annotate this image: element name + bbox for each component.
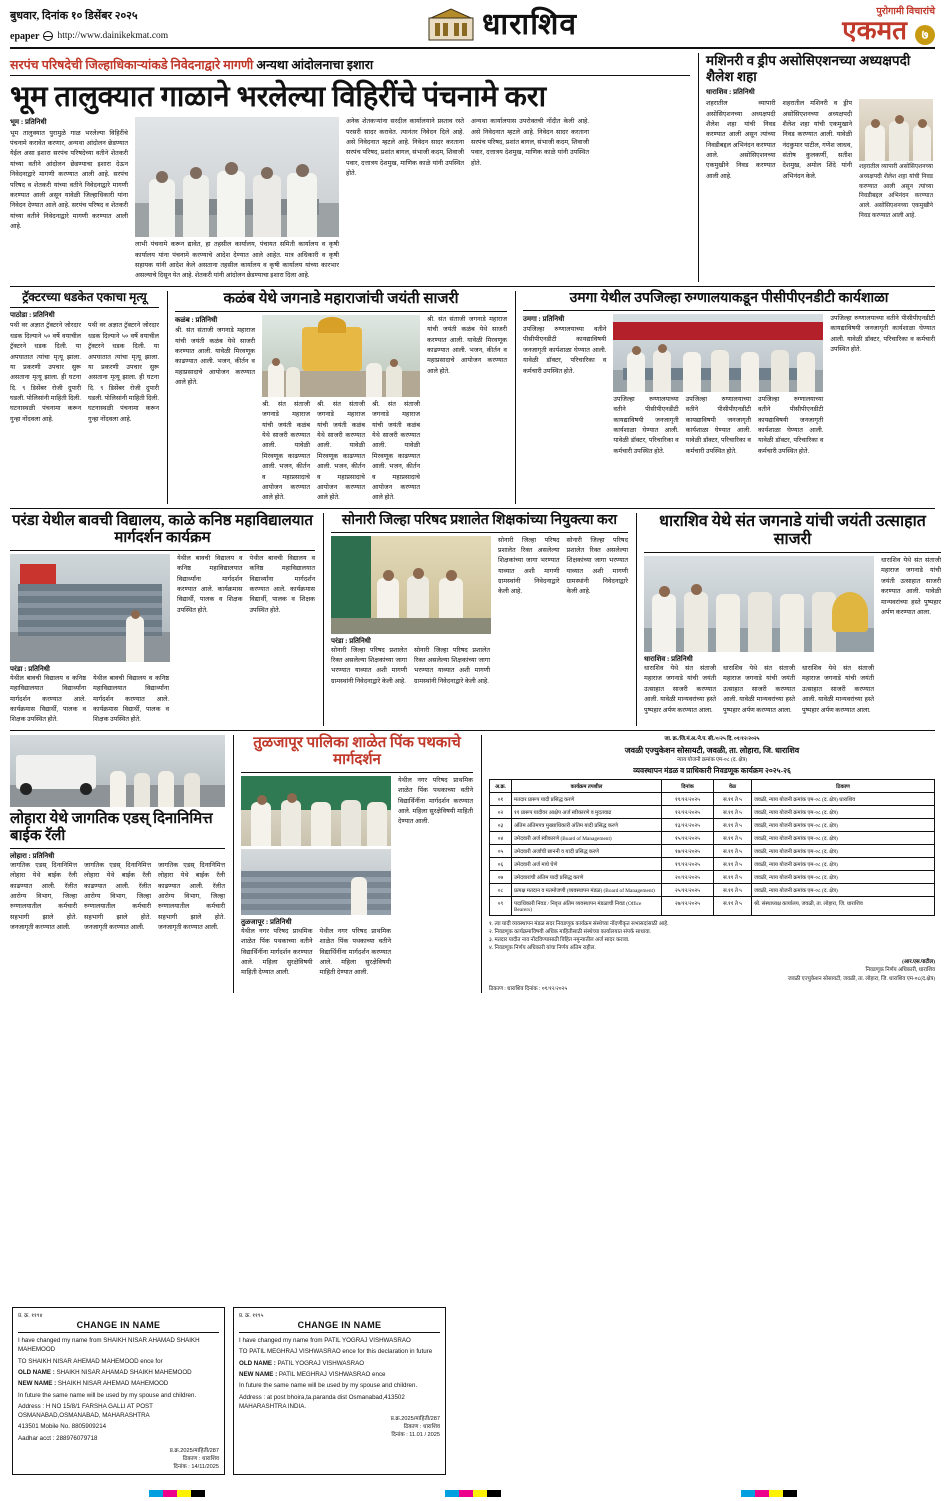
lead-col-4-text: अन्यथा कार्यालयास उपरोक्तची नोंदीत केली आहे. असे निवेदनात म्हटले आहे. निवेदन सादर करताना सरपंच परिषद, प्रशांत बागल, संभाजी कदम, शिवाजी पवार, दत्तात्रय देशमुख, माणिक काळे यांनी उपस्थित होते.: [471, 118, 589, 167]
story-kalamb-text-4: श्री. संत संताजी जगनाडे महाराज यांची जयंती कळंब येथे साजरी करण्यात आली. यावेळी मिरवणूक काढण्यात आली. भजन, कीर्तन व महाप्रसादाचे आयोजन करण्यात आले होते.: [372, 400, 420, 502]
story-bike-rally-headline: लोहारा येथे जागतिक एडस् दिनानिमित्त बाईक रॅली: [10, 811, 225, 849]
notice-cell-place: जवळी, न्याय योजनी क्रमांक एम-०८ (द. क्षेत्र): [752, 844, 935, 857]
story-paranda-col-3: येथील बावची विद्यालय व कनिष्ठ महाविद्यालयात विद्यार्थ्यांना मार्गदर्शन करण्यात आले. कार्यक्रमास विद्यार्थी, पालक व शिक्षक उपस्थित होते.: [177, 554, 243, 614]
story-umga-headline: उमगा येथील उपजिल्हा रुग्णालयाकडून पीसीपीएनडीटी कार्यशाळा: [523, 291, 935, 311]
notice-cell-date: १९/१२/२०२५: [662, 857, 714, 870]
notice-cell-date: २५/१२/२०२५: [662, 883, 714, 896]
notice-place-date: ठिकाण : धाराशिव दिनांक : ०१/१२/२०२५: [489, 985, 568, 992]
lead-col-1-text: भूम तालुक्यात पुरामुळे गाळ भरलेल्या विहिरींचे पंचनामे करावेत करणार, अन्यथा आंदोलन छेडण्यात येईल असा इशारा सरपंच परिषदेच्या वतीने शेतकरी यांच्या वतीने आंदोलन छेडण्याचा इशारा देऊन निवेदनाद्वारे मागणी करण्यात आली आहे. सरपंच परिषद व शेतकरी यांच्या वतीने निवेदनाद्वारे मागणी करण्यात आली असून यावेळी जिल्हाधिकारी यांना निवेदन देण्यात आले आहे. सरपंच परिषद व शेतकरी यांच्या वतीने निवेदनाद्वारे मागणी करण्यात आली आहे.: [10, 129, 128, 230]
story-umga-byline: उमगा : प्रतिनिधी: [523, 314, 565, 323]
story-tractor-col-2: पथी वर अज्ञात ट्रॅक्टरने जोरदार धडक दिल्याने ५० वर्षे वयाचील ट्रॅक्टरने धडक दिली. या अपघातात त्यांचा मृत्यू झाला. या प्रकरणी उपचार सुरू असताना मृत्यू झाला. ही घटना दि. ९ डिसेंबर रोजी दुपारी घडली. पोलिसांनी माहिती दिली. घटनास्थळी पंचनामा करून गुन्हा नोंदवला आहे.: [88, 322, 159, 423]
ad1-old: SHAIKH NISAR AHAMAD SHAIKH MAHEMOOD: [56, 1368, 192, 1376]
ad1-old-label: OLD NAME :: [18, 1368, 55, 1376]
ad2-old-label: OLD NAME :: [239, 1359, 276, 1367]
epaper-label: epaper: [10, 30, 40, 42]
notice-cell-detail: उमेदवारी अर्ज माघे घेणे: [512, 857, 662, 870]
notice-signature: [489, 958, 935, 982]
ad1-address: Address : H NO 15/8/1 FARSHA GALLI AT POST OSMANABAD,OSMANABAD, MAHARASHTRA: [18, 1402, 153, 1420]
notice-cell-time: स.११ ते ५: [714, 844, 752, 857]
ad2-old: PATIL YOGRAJ VISHWASRAO: [277, 1359, 365, 1367]
notice-cell-sr: ०७: [490, 870, 512, 883]
change-name-ad-2: [233, 1307, 446, 1475]
lead-col-2-text: लाभी पंचनामे करून द्यावेत, हा तहसील कार्यालय, पंचायत समिती कार्यालय व कृषी कार्यालय यांना पंचनामे करण्याचे आदेश देण्यात आले आहेत. मात्र अधिकारी व कृषी सहायक यांनी आदेश केले असताना तहसील कार्यालय व कृषी कार्यालय यांच्या कारभार असल्याचे दिसून येत आहे. शेतकरी यांनी आंदोलन छेडण्याचा इशारा दिला आहे.: [135, 241, 339, 280]
notice-cell-time: स.११ ते ५: [714, 896, 752, 915]
story-bike-rally-photo: [10, 735, 225, 807]
notice-cell-detail: अंतिम अंतिमपत्र मुख्याधिकारी अंतिम यादी प्रसिद्ध करणे: [512, 818, 662, 831]
story-umga-photo-block: [613, 314, 823, 457]
notice-cell-date: २०/१२/२०२५: [662, 870, 714, 883]
story-kalamb-text-2: श्री. संत संताजी जगनाडे महाराज यांची जयंती कळंब येथे साजरी करण्यात आली. यावेळी मिरवणूक काढण्यात आली. भजन, कीर्तन व महाप्रसादाचे आयोजन करण्यात आले होते.: [262, 400, 310, 502]
notice-cell-sr: ०३: [490, 818, 512, 831]
lead-headline: भूम तालुक्यात गाळाने भरलेल्या विहिरींचे पंचनामे करा: [10, 80, 546, 113]
ad1-footer: [18, 1446, 219, 1470]
notice-cell-sr: ०६: [490, 857, 512, 870]
notice-sign-title: निवडणूक निर्णय अधिकारी, धाराशिव: [865, 967, 935, 974]
notice-cell-place: श्री. संस्थाध्यक्ष कार्यालय, जवळी, ता. लोहारा, जि. धाराशिव: [752, 896, 935, 915]
ad2-footer-no: प्र.क्र.2025/माहिती/287: [390, 1416, 440, 1423]
website-url: http://www.dainikekmat.com: [57, 30, 169, 41]
notice-col-place: ठिकाण: [752, 779, 935, 792]
story-tractor-col-1: पथी वर अज्ञात ट्रॅक्टरने जोरदार धडक दिल्याने ५० वर्षे वयाचील ट्रॅक्टरने धडक दिली. या अपघातात त्यांचा मृत्यू झाला. या प्रकरणी उपचार सुरू असताना मृत्यू झाला. ही घटना दि. ९ डिसेंबर रोजी दुपारी घडली. पोलिसांनी माहिती दिली. घटनास्थळी पंचनामा करून गुन्हा नोंदवला आहे.: [10, 322, 81, 423]
table-row: [490, 870, 935, 883]
story-kalamb-photo-block: [262, 315, 420, 504]
cmyk-group-right: [741, 1490, 797, 1497]
story-kalamb-col-1: [175, 315, 255, 504]
story-dharashiv-text-3: धाराशिव येथे संत संताजी महाराज जगनाडे यांची जयंती उत्साहात साजरी करण्यात आली. यावेळी मान्यवरांच्या हस्ते पुष्पहार अर्पण करण्यात आला.: [802, 665, 874, 714]
ad1-mobile: 413501 Mobile No. 8805909214: [18, 1423, 107, 1431]
brand-name: एकमत: [842, 15, 907, 45]
story-paranda-text-2: येथील बावची विद्यालय व कनिष्ठ महाविद्यालयात विद्यार्थ्यांना मार्गदर्शन करण्यात आले. कार्यक्रमास विद्यार्थी, पालक व शिक्षक उपस्थित होते.: [93, 674, 169, 724]
notice-cell-detail: पदाधिकारी निवड / निवृत्त अंतिम व्यवस्थापन मंडळाची निवड (Office Bearers): [512, 896, 662, 915]
notice-cell-date: १३/१२/२०२५: [662, 818, 714, 831]
notice-cell-sr: ०५: [490, 844, 512, 857]
story-kalamb-text-3: श्री. संत संताजी जगनाडे महाराज यांची जयंती कळंब येथे साजरी करण्यात आली. यावेळी मिरवणूक काढण्यात आली. भजन, कीर्तन व महाप्रसादाचे आयोजन करण्यात आले होते.: [317, 400, 365, 502]
ad2-line1: I have changed my name from PATIL YOGRAJ VISHWASRAO: [239, 1337, 411, 1345]
ad1-new-label: NEW NAME :: [18, 1380, 57, 1388]
notice-col-date: दिनांक: [662, 779, 714, 792]
masthead-left: [10, 8, 260, 44]
story-tuljapur-byline: तुळजापूर : प्रतिनिधी: [241, 917, 292, 926]
ad1-line2: TO SHAIKH NISAR AHEMAD MAHEMOOD ence for: [18, 1357, 163, 1365]
notice-cell-date: २७/१२/२०२५: [662, 896, 714, 915]
story-tractor: [10, 291, 159, 504]
lead-byline: भूम : प्रतिनिधी: [10, 118, 47, 127]
notice-cell-sr: ०८: [490, 883, 512, 896]
ad1-line1: I have changed my name from SHAIKH NISAR AHAMAD SHAIKH MAHEMOOD: [18, 1337, 200, 1354]
story-dharashiv-byline: धाराशिव : प्रतिनिधी: [644, 655, 693, 664]
story-sonari-text-1: सोनारी जिल्हा परिषद प्रशालेत रिक्त असलेल्या शिक्षकांच्या जागा भरण्यात याव्यात अशी मागणी ग्रामस्थांनी निवेदनाद्वारे केली आहे.: [331, 646, 407, 685]
story-umga-text-3: उपजिल्हा रुग्णालयाच्या वतीने पीसीपीएनडीटी कायद्याविषयी जनजागृती कार्यशाळा घेण्यात आली. यावेळी डॉक्टर, परिचारिका व कर्मचारी उपस्थित होते.: [685, 395, 751, 455]
notice-col-time: वेळ: [714, 779, 752, 792]
globe-icon: [43, 31, 53, 41]
notice-cell-sr: ०९: [490, 896, 512, 915]
lead-col-3: [346, 117, 464, 282]
story-tuljapur-col-3: येथील नगर परिषद प्राथमिक शाळेत पिंक पथकाच्या वतीने विद्यार्थिनींना मार्गदर्शन करण्यात आले. महिला सुरक्षेविषयी माहिती देण्यात आली.: [398, 776, 473, 826]
story-sonari-byline: परंडा : प्रतिनिधी: [331, 636, 371, 645]
story-umga-col-5: उपजिल्हा रुग्णालयाच्या वतीने पीसीपीएनडीटी कायद्याविषयी जनजागृती कार्यशाळा घेण्यात आली. यावेळी डॉक्टर, परिचारिका व कर्मचारी उपस्थित होते.: [830, 314, 935, 353]
sidebar-col-1: शहरातील व्यापारी असोसिएशनच्या अध्यक्षपदी शैलेश शहा यांची निवड करण्यात आली असून त्यांच्या निवडीबद्दल अभिनंदन करण्यात आले. असोसिएशनच्या एकमुखीने निवड करण्यात आली आहे.: [706, 100, 776, 180]
sidebar-byline: धाराशिव : प्रतिनिधी: [706, 88, 755, 97]
story-dharashiv: [636, 513, 941, 726]
table-row: [490, 883, 935, 896]
notice-sign-org: जवळी एज्युकेशन सोसायटी, जवळी, ता. लोहारा, जि. धाराशिव एम-०८(द.क्षेत्र): [787, 975, 935, 982]
ad2-title: CHANGE IN NAME: [239, 1320, 440, 1333]
ad2-footer-date: दिनांक : 11.01 / 2025: [391, 1432, 440, 1439]
story-paranda-photo-block: [10, 554, 170, 726]
sidebar-photo-block: [859, 99, 933, 221]
story-dharashiv-photo: [644, 556, 874, 652]
cmyk-group-left: [149, 1490, 205, 1497]
story-paranda-text-1: येथील बावची विद्यालय व कनिष्ठ महाविद्यालयात विद्यार्थ्यांना मार्गदर्शन करण्यात आले. कार्यक्रमास विद्यार्थी, पालक व शिक्षक उपस्थित होते.: [10, 674, 86, 724]
story-sonari-text-2: सोनारी जिल्हा परिषद प्रशालेत रिक्त असलेल्या शिक्षकांच्या जागा भरण्यात याव्यात अशी मागणी ग्रामस्थांनी निवेदनाद्वारे केली आहे.: [414, 646, 490, 685]
story-paranda-col-4: येथील बावची विद्यालय व कनिष्ठ महाविद्यालयात विद्यार्थ्यांना मार्गदर्शन करण्यात आले. कार्यक्रमास विद्यार्थी, पालक व शिक्षक उपस्थित होते.: [249, 554, 315, 614]
ad2-line2: TO PATIL MEGHRAJ VISHWASRAO ence for this declaration in future: [239, 1348, 433, 1356]
story-kalamb-text-1: श्री. संत संताजी जगनाडे महाराज यांची जयंती कळंब येथे साजरी करण्यात आली. यावेळी मिरवणूक काढण्यात आली. भजन, कीर्तन व महाप्रसादाचे आयोजन करण्यात आले होते.: [175, 327, 255, 387]
notice-cell-sr: ०२: [490, 805, 512, 818]
ad2-future: In future the same name will be used by my spouse and children.: [239, 1382, 418, 1390]
notice-cell-date: १५/१२/२०२५: [662, 831, 714, 844]
notice-cell-detail: मतदार प्रारूप यादी प्रसिद्ध करणे: [512, 792, 662, 805]
notice-cell-date: ११/१२/२०२५: [662, 792, 714, 805]
date-line: बुधवार, दिनांक १० डिसेंबर २०२५: [10, 10, 138, 22]
notice-cell-time: स.११ ते ५: [714, 818, 752, 831]
page-number-badge: ७: [915, 25, 935, 45]
story-paranda-photo: [10, 554, 170, 662]
story-tuljapur-photo-block: [241, 776, 391, 979]
notice-cell-time: स.११ ते ५: [714, 805, 752, 818]
ad1-footer-no: प्र.क्र.2025/माहिती/287: [169, 1448, 219, 1454]
lead-photo-block: [135, 117, 339, 282]
notice-cell-time: स.११ ते ५: [714, 883, 752, 896]
story-sonari-col-4: सोनारी जिल्हा परिषद प्रशालेत रिक्त असलेल्या शिक्षकांच्या जागा भरण्यात याव्यात अशी मागणी ग्रामस्थांनी निवेदनाद्वारे केली आहे.: [566, 536, 628, 596]
ad2-footer: [239, 1414, 440, 1438]
lead-col-1: [10, 117, 128, 282]
story-tuljapur-photo-top: [241, 776, 391, 846]
cmyk-group-center: [445, 1490, 501, 1497]
notice-table: [489, 779, 935, 916]
notice-cell-sr: ०१: [490, 792, 512, 805]
ad1-footer-city: ठिकाण : धाराशिव: [182, 1456, 219, 1462]
story-paranda-headline: परंडा येथील बावची विद्यालय, काळे कनिष्ठ महाविद्यालयात मार्गदर्शन कार्यक्रम: [10, 513, 315, 551]
story-kalamb: [167, 291, 507, 504]
lead-story: [10, 53, 690, 282]
notice-cell-place: जवळी, न्याय योजनी क्रमांक एम-०८ (द. क्षेत्र): [752, 883, 935, 896]
notice-cell-time: स.११ ते ५: [714, 857, 752, 870]
page-title: धाराशिव: [481, 8, 578, 41]
story-kalamb-col-5: श्री. संत संताजी जगनाडे महाराज यांची जयंती कळंब येथे साजरी करण्यात आली. यावेळी मिरवणूक काढण्यात आली. भजन, कीर्तन व महाप्रसादाचे आयोजन करण्यात आले होते.: [427, 315, 507, 375]
table-row: [490, 818, 935, 831]
lead-columns: [10, 117, 690, 282]
notice-cell-time: स.११ ते ५: [714, 792, 752, 805]
lead-area: [10, 53, 935, 282]
notice-sign-name: (आर.एस.पाटील): [902, 959, 935, 966]
row-4: [10, 735, 935, 993]
notice-col-detail: कार्यक्रम तपशील: [512, 779, 662, 792]
story-sonari-col-3: सोनारी जिल्हा परिषद प्रशालेत रिक्त असलेल्या शिक्षकांच्या जागा भरण्यात याव्यात अशी मागणी ग्रामस्थांनी निवेदनाद्वारे केली आहे.: [498, 536, 560, 596]
masthead-right: [745, 8, 935, 45]
ad2-new: PATIL MEGHRAJ VISHWASRAO ence: [278, 1370, 386, 1378]
notice-notes: [489, 920, 935, 952]
story-sonari-headline: सोनारी जिल्हा परिषद प्रशालेत शिक्षकांच्या नियुक्त्या करा: [331, 513, 628, 533]
notice-cell-place: जवळी, न्याय योजनी क्रमांक एम-०८ (द. क्षेत्र): [752, 831, 935, 844]
sidebar-story: [698, 53, 933, 282]
notice-cell-detail: प्रत्यक्ष मतदान व मतमोजणी (व्यवस्थापन मंडळ) (Board of Management): [512, 883, 662, 896]
story-kalamb-photo: [262, 315, 420, 397]
notice-court-line: न्याय योजनी क्रमांक एम-०८ (द. क्षेत्र): [676, 756, 748, 763]
story-bike-rally-text-2: जागतिक एडस् दिनानिमित्त लोहारा येथे बाईक रॅली काढण्यात आली. रॅलीत आरोग्य विभाग, जिल्हा रुग्णालयातील कर्मचारी सहभागी झाले होते. जनजागृती करण्यात आली.: [84, 861, 151, 932]
notice-cell-place: जवळी, न्याय योजनी क्रमांक एम-०८ (द. क्षेत्र): [752, 870, 935, 883]
table-row: [490, 805, 935, 818]
notice-cell-detail: उमेदवारी अर्जांची छाननी व यादी प्रसिद्ध करणे: [512, 844, 662, 857]
table-row: [490, 844, 935, 857]
story-sonari-photo-block: [331, 536, 491, 688]
story-paranda: [10, 513, 315, 726]
notice-cell-place: जवळी, न्याय योजनी क्रमांक एम-०८ (द. क्षेत्र) धाराशिव: [752, 792, 935, 805]
notice-note-1: १. त्या यादी व्यवस्थापन मंडळ सदर निवडणूक कार्यक्रम संस्थेच्या नोंदणीकृत सभासदांसाठी आहे.: [489, 920, 669, 927]
notice-cell-time: स.११ ते ५: [714, 831, 752, 844]
ad2-address: Address : at post bhoira,ta.paranda dist Osmanabad,413502 MAHARASHTRA INDIA.: [239, 1393, 405, 1410]
story-bike-rally-text-3: जागतिक एडस् दिनानिमित्त लोहारा येथे बाईक रॅली काढण्यात आली. रॅलीत आरोग्य विभाग, जिल्हा रुग्णालयातील कर्मचारी सहभागी झाले होते. जनजागृती करण्यात आली.: [158, 861, 225, 932]
notice-cell-place: जवळी, न्याय योजनी क्रमांक एम-०८ (द. क्षेत्र): [752, 805, 935, 818]
story-dharashiv-headline: धाराशिव येथे संत जगनाडे यांची जयंती उत्साहात साजरी: [644, 513, 941, 553]
notice-col-sr: अ.क्र.: [490, 779, 512, 792]
ad2-footer-city: ठिकाण : धाराशिव: [403, 1424, 440, 1431]
table-row: [490, 831, 935, 844]
sidebar-col-3: शहरातील व्यापारी असोसिएशनच्या अध्यक्षपदी शैलेश शहा यांची निवड करण्यात आली असून त्यांच्या निवडीबद्दल अभिनंदन करण्यात आले. असोसिएशनच्या एकमुखीने निवड करण्यात आली आहे.: [859, 164, 933, 219]
story-dharashiv-text-2: धाराशिव येथे संत संताजी महाराज जगनाडे यांची जयंती उत्साहात साजरी करण्यात आली. यावेळी मान्यवरांच्या हस्ते पुष्पहार अर्पण करण्यात आला.: [723, 665, 795, 714]
story-tuljapur-headline: तुळजापूर पालिका शाळेत पिंक पथकाचे मार्गदर्शन: [241, 735, 473, 773]
notice-cell-place: जवळी, न्याय योजनी क्रमांक एम-०८ (द. क्षेत्र): [752, 818, 935, 831]
story-umga-col-1: [523, 314, 606, 457]
notice-cell-time: स.११ ते ५: [714, 870, 752, 883]
story-bike-rally: [10, 735, 225, 993]
story-tractor-headline: ट्रॅक्टरच्या धडकेत एकाचा मृत्यू: [10, 291, 159, 309]
story-kalamb-byline: कळंब : प्रतिनिधी: [175, 315, 218, 324]
notice-title: व्यवस्थापन मंडळ व प्राधिकारी निवडणूक कार्यक्रम २०२५-२६: [633, 765, 791, 775]
change-name-ad-1: [12, 1307, 225, 1475]
story-tractor-byline: पाठोडा : प्रतिनिधी: [10, 311, 55, 320]
story-dharashiv-photo-block: [644, 556, 874, 716]
story-tuljapur: [233, 735, 473, 993]
notice-cell-date: १२/१२/२०२५: [662, 805, 714, 818]
table-row: [490, 857, 935, 870]
lead-col-3-text: अनेक शेतकऱ्यांना सरदील कार्यालयाने प्रस्ताव रस्ते परसरी सादर करावेत. त्यानंतर निवेदन दिले आहे. असे निवेदनात म्हटले आहे. निवेदन सादर करताना सरपंच परिषद, प्रशांत बागल, संभाजी कदम, शिवाजी पवार, दत्तात्रय देशमुख, माणिक काळे यांनी उपस्थित होते.: [346, 118, 464, 178]
story-tuljapur-photo-bottom: [241, 849, 391, 915]
table-row: [490, 896, 935, 915]
ad1-new: SHAIKH NISAR AHEMAD MAHEMOOD: [57, 1380, 169, 1388]
notice-note-2: २. निवडणूक कार्यक्रमाविषयी अधिक माहितीसाठी संस्थेच्या कार्यालयात संपर्क साधावा.: [489, 929, 651, 936]
story-umga-text-4: उपजिल्हा रुग्णालयाच्या वतीने पीसीपीएनडीटी कायद्याविषयी जनजागृती कार्यशाळा घेण्यात आली. यावेळी डॉक्टर, परिचारिका व कर्मचारी उपस्थित होते.: [758, 395, 824, 455]
story-tuljapur-text-1: येथील नगर परिषद प्राथमिक शाळेत पिंक पथकाच्या वतीने विद्यार्थिनींना मार्गदर्शन करण्यात आले. महिला सुरक्षेविषयी माहिती देण्यात आली.: [241, 927, 313, 977]
notice-cell-detail: उमेदवारी अर्ज स्वीकारणे (Board of Management): [512, 831, 662, 844]
ad1-aadhaar: Aadhar acct : 288976079718: [18, 1434, 98, 1442]
cmyk-registration-bar: [0, 1490, 945, 1497]
story-umga-text-1: उपजिल्हा रुग्णालयाच्या वतीने पीसीपीएनडीटी कायद्याविषयी जनजागृती कार्यशाळा घेण्यात आली. यावेळी डॉक्टर, परिचारिका व कर्मचारी उपस्थित होते.: [523, 326, 607, 375]
lead-kicker-red: सरपंच परिषदेची जिल्हाधिकाऱ्यांकडे निवेदनाद्वारे मागणी: [10, 57, 254, 72]
ad2-ref: प्र. क्र. ११९५: [239, 1312, 264, 1319]
public-notice: [481, 735, 935, 993]
story-dharashiv-col-4: धाराशिव येथे संत संताजी महाराज जगनाडे यांची जयंती उत्साहात साजरी करण्यात आली. यावेळी मान्यवरांच्या हस्ते पुष्पहार अर्पण करण्यात आला.: [881, 557, 941, 616]
brand-tagline: पुरोगामी विचारांचे: [876, 7, 935, 17]
story-bike-rally-text-1: जागतिक एडस् दिनानिमित्त लोहारा येथे बाईक रॅली काढण्यात आली. रॅलीत आरोग्य विभाग, जिल्हा रुग्णालयातील कर्मचारी सहभागी झाले होते. जनजागृती करण्यात आली.: [10, 861, 77, 932]
row-3: [10, 512, 941, 726]
notice-table-header-row: [490, 779, 935, 792]
masthead-center: [260, 8, 745, 42]
lead-kicker: [10, 53, 690, 76]
notice-cell-place: जवळी, न्याय योजनी क्रमांक एम-०८ (द. क्षेत्र): [752, 857, 935, 870]
notice-note-4: ४. निवडणूक निर्णय अधिकारी यांचा निर्णय अंतिम राहील.: [489, 945, 596, 952]
ad1-ref: प्र. क्र. ११९४: [18, 1312, 43, 1319]
lead-kicker-black: अन्यथा आंदोलनाचा इशारा: [256, 57, 374, 72]
lead-col-4: [471, 117, 589, 282]
notice-note-3: ३. मतदार यादीत नाव नोंदविण्यासाठी विहित नमुन्यातील अर्ज सादर करावा.: [489, 937, 630, 944]
sidebar-col-2: शहरातील मशिनरी व ड्रीप असोसिएशनच्या अध्यक्षपदी शैलेश शहा यांची एकमुखाने निवड करण्यात आली. यावेळी नंदकुमार पाटील, गणेश जाधव, संतोष कुलकर्णी, सतीश देशमुख, अमोल शिंदे यांनी अभिनंदन केले.: [782, 100, 852, 180]
newspaper-logo-icon: [428, 8, 474, 42]
notice-cell-sr: ०४: [490, 831, 512, 844]
notice-ref: जा. क्र./जि.मं.अ./ने.प. सी./०/२५ दि. ०१/१२/२०२५: [664, 735, 760, 742]
story-umga: [515, 291, 935, 504]
sidebar-photo: [859, 99, 933, 161]
story-kalamb-headline: कळंब येथे जगनाडे महाराजांची जयंती साजरी: [175, 291, 507, 312]
story-dharashiv-text-1: धाराशिव येथे संत संताजी महाराज जगनाडे यांची जयंती उत्साहात साजरी करण्यात आली. यावेळी मान्यवरांच्या हस्ते पुष्पहार अर्पण करण्यात आला.: [644, 665, 716, 714]
ad1-future: In future the same name will be used by my spouse and children.: [18, 1391, 197, 1399]
lead-photo: [135, 117, 339, 237]
ad1-title: CHANGE IN NAME: [18, 1320, 219, 1333]
ad1-footer-date: दिनांक : 14/11/2025: [173, 1464, 219, 1470]
notice-cell-detail: उमेदवारांची अंतिम यादी प्रसिद्ध करणे: [512, 870, 662, 883]
story-tuljapur-text-2: येथील नगर परिषद प्राथमिक शाळेत पिंक पथकाच्या वतीने विद्यार्थिनींना मार्गदर्शन करण्यात आले. महिला सुरक्षेविषयी माहिती देण्यात आली.: [319, 927, 391, 977]
ad2-new-label: NEW NAME :: [239, 1370, 278, 1378]
story-paranda-byline: परंडा : प्रतिनिधी: [10, 664, 50, 673]
masthead: [10, 8, 935, 49]
notice-cell-date: १७/१२/२०२५: [662, 844, 714, 857]
epaper-link[interactable]: [10, 29, 260, 44]
story-umga-photo: [613, 314, 823, 392]
story-sonari: [323, 513, 628, 726]
notice-org: जवळी एज्युकेशन सोसायटी, जवळी, ता. लोहारा, जि. धाराशिव: [624, 745, 800, 755]
table-row: [490, 792, 935, 805]
notice-cell-detail: ११ प्रारूप यादीवर आक्षेप अर्ज स्वीकारणे व मुदतवाढ: [512, 805, 662, 818]
story-bike-rally-byline: लोहारा : प्रतिनिधी: [10, 851, 55, 860]
sidebar-headline: मशिनरी व ड्रीप असोसिएशनच्या अध्यक्षपदी शैलेश शहा: [706, 52, 911, 85]
classified-ads: [12, 1307, 446, 1475]
row-2: [10, 291, 935, 504]
story-sonari-photo: [331, 536, 491, 634]
story-umga-text-2: उपजिल्हा रुग्णालयाच्या वतीने पीसीपीएनडीटी कायद्याविषयी जनजागृती कार्यशाळा घेण्यात आली. यावेळी डॉक्टर, परिचारिका व कर्मचारी उपस्थित होते.: [613, 395, 679, 455]
